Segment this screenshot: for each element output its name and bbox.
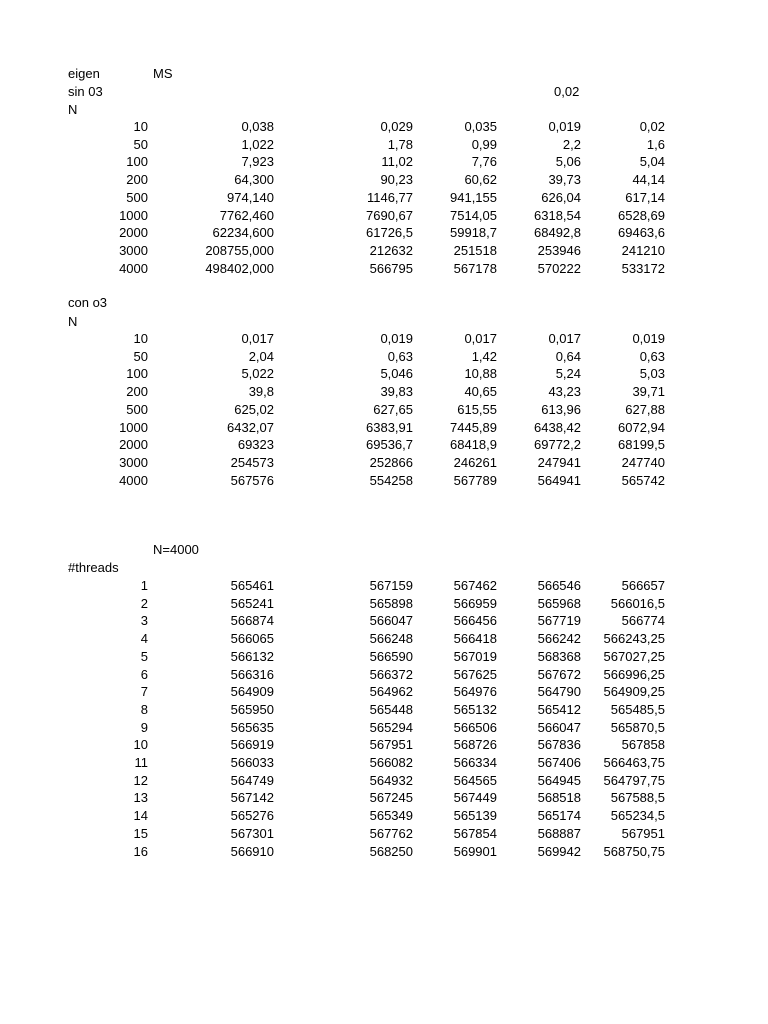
row-key-cell: 1 xyxy=(140,578,148,593)
value-cell: 1146,77 xyxy=(366,189,413,205)
value-cell: 566456 xyxy=(453,613,497,629)
value-cell: 567854 xyxy=(453,825,497,841)
value-cell: 565870,5 xyxy=(610,719,665,735)
row-key-cell: 200 xyxy=(126,384,148,400)
value-cell: 565485,5 xyxy=(610,701,665,717)
value-cell: 564976 xyxy=(453,684,497,700)
value-cell: 567576 xyxy=(230,472,274,488)
value-cell: 568368 xyxy=(537,648,581,664)
value-cell: 39,83 xyxy=(380,384,413,400)
row-key-cell: 16 xyxy=(133,843,148,859)
row-key-cell: 2000 xyxy=(119,225,148,241)
value-cell: 0,02 xyxy=(639,119,665,134)
sin-o3-label: sin 03 xyxy=(68,84,103,99)
value-cell: 566590 xyxy=(369,648,413,664)
value-cell: 39,8 xyxy=(248,384,274,400)
row-key-cell: 4000 xyxy=(119,472,148,488)
row-key-cell: 7 xyxy=(140,684,148,700)
value-cell: 68418,9 xyxy=(450,437,497,453)
value-cell: 6383,91 xyxy=(366,419,413,435)
value-cell: 40,65 xyxy=(464,384,497,400)
value-cell: 974,140 xyxy=(227,189,274,205)
value-cell: 565132 xyxy=(453,701,497,717)
value-cell: 0,017 xyxy=(241,331,274,346)
value-cell: 564909 xyxy=(230,684,274,700)
value-cell: 564909,25 xyxy=(603,684,665,700)
row-key-cell: 6 xyxy=(140,666,148,682)
n-label-sin: N xyxy=(68,102,78,117)
value-cell: 564797,75 xyxy=(603,772,665,788)
n4000-label: N=4000 xyxy=(153,542,199,557)
row-key-cell: 2000 xyxy=(119,437,148,453)
value-cell: 567462 xyxy=(453,578,497,593)
value-cell: 567142 xyxy=(230,790,274,806)
value-cell: 565461 xyxy=(230,578,274,593)
value-cell: 625,02 xyxy=(234,401,274,417)
row-key-cell: 1000 xyxy=(119,207,148,223)
value-cell: 0,64 xyxy=(555,348,581,364)
value-cell: 567836 xyxy=(537,737,581,753)
value-cell: 0,035 xyxy=(464,119,497,134)
value-cell: 43,23 xyxy=(548,384,581,400)
value-cell: 533172 xyxy=(621,260,665,276)
row-key-cell: 3000 xyxy=(119,242,148,258)
value-cell: 6318,54 xyxy=(534,207,581,223)
value-cell: 567027,25 xyxy=(603,648,665,664)
value-cell: 941,155 xyxy=(450,189,497,205)
value-cell: 566047 xyxy=(369,613,413,629)
value-cell: 0,63 xyxy=(639,348,665,364)
value-cell: 247941 xyxy=(537,454,581,470)
value-cell: 565968 xyxy=(537,595,581,611)
value-cell: 0,019 xyxy=(548,119,581,134)
value-cell: 0,63 xyxy=(387,348,413,364)
value-cell: 0,019 xyxy=(632,331,665,346)
value-cell: 69323 xyxy=(237,437,274,453)
value-cell: 252866 xyxy=(369,454,413,470)
value-cell: 564932 xyxy=(369,772,413,788)
value-cell: 566334 xyxy=(453,755,497,770)
value-cell: 566910 xyxy=(230,843,274,859)
value-cell: 565742 xyxy=(621,472,665,488)
value-cell: 566082 xyxy=(369,755,413,770)
n-label-con: N xyxy=(68,314,78,329)
value-cell: 564749 xyxy=(230,772,274,788)
row-key-cell: 50 xyxy=(133,136,148,152)
value-cell: 7514,05 xyxy=(450,207,497,223)
value-cell: 7762,460 xyxy=(219,207,274,223)
value-cell: 246261 xyxy=(453,454,497,470)
value-cell: 565139 xyxy=(453,808,497,824)
value-cell: 567762 xyxy=(369,825,413,841)
value-cell: 567951 xyxy=(369,737,413,753)
value-cell: 62234,600 xyxy=(212,225,274,241)
value-cell: 6072,94 xyxy=(618,419,665,435)
threads-label: #threads xyxy=(68,560,119,575)
value-cell: 565294 xyxy=(369,719,413,735)
value-cell: 1,6 xyxy=(646,136,665,152)
value-cell: 567858 xyxy=(621,737,665,753)
value-cell: 566065 xyxy=(230,631,274,647)
value-cell: 5,022 xyxy=(241,366,274,382)
value-cell: 564790 xyxy=(537,684,581,700)
row-key-cell: 10 xyxy=(133,119,148,134)
value-cell: 567301 xyxy=(230,825,274,841)
value-cell: 566316 xyxy=(230,666,274,682)
value-cell: 566774 xyxy=(621,613,665,629)
value-cell: 253946 xyxy=(537,242,581,258)
value-cell: 567719 xyxy=(537,613,581,629)
row-key-cell: 10 xyxy=(133,331,148,346)
value-cell: 566033 xyxy=(230,755,274,770)
row-key-cell: 11 xyxy=(134,755,148,770)
value-cell: 2,2 xyxy=(562,136,581,152)
eigen-label: eigen xyxy=(68,66,100,81)
value-cell: 566132 xyxy=(230,648,274,664)
value-cell: 568518 xyxy=(537,790,581,806)
value-cell: 11,02 xyxy=(381,154,413,170)
value-cell: 567951 xyxy=(621,825,665,841)
value-cell: 0,017 xyxy=(464,331,497,346)
value-cell: 566016,5 xyxy=(610,595,665,611)
value-cell: 5,04 xyxy=(639,154,665,170)
value-cell: 566795 xyxy=(369,260,413,276)
value-cell: 565950 xyxy=(230,701,274,717)
value-cell: 570222 xyxy=(537,260,581,276)
value-cell: 5,06 xyxy=(555,154,581,170)
row-key-cell: 5 xyxy=(140,648,148,664)
row-key-cell: 13 xyxy=(133,790,148,806)
value-cell: 568750,75 xyxy=(603,843,665,859)
row-key-cell: 4 xyxy=(140,631,148,647)
value-cell: 567588,5 xyxy=(610,790,665,806)
value-cell: 566372 xyxy=(369,666,413,682)
value-cell: 626,04 xyxy=(541,189,581,205)
value-cell: 567449 xyxy=(453,790,497,806)
value-cell: 567406 xyxy=(537,755,581,770)
value-cell: 254573 xyxy=(230,454,274,470)
value-cell: 566959 xyxy=(453,595,497,611)
value-cell: 7690,67 xyxy=(366,207,413,223)
value-cell: 567625 xyxy=(453,666,497,682)
value-cell: 566546 xyxy=(537,578,581,593)
value-cell: 2,04 xyxy=(248,348,274,364)
value-cell: 7,76 xyxy=(471,154,497,170)
row-key-cell: 12 xyxy=(133,772,148,788)
value-cell: 69772,2 xyxy=(534,437,581,453)
value-cell: 208755,000 xyxy=(205,242,274,258)
ms-label: MS xyxy=(153,66,173,81)
value-cell: 44,14 xyxy=(632,172,665,188)
value-cell: 69536,7 xyxy=(366,437,413,453)
value-cell: 565412 xyxy=(537,701,581,717)
value-cell: 1,78 xyxy=(387,136,413,152)
value-cell: 567672 xyxy=(537,666,581,682)
value-cell: 615,55 xyxy=(457,401,497,417)
value-cell: 60,62 xyxy=(464,172,497,188)
value-cell: 566919 xyxy=(230,737,274,753)
value-cell: 566047 xyxy=(537,719,581,735)
value-cell: 90,23 xyxy=(380,172,413,188)
row-key-cell: 500 xyxy=(126,401,148,417)
value-cell: 564945 xyxy=(537,772,581,788)
value-cell: 251518 xyxy=(453,242,497,258)
value-cell: 565448 xyxy=(369,701,413,717)
value-cell: 68492,8 xyxy=(534,225,581,241)
row-key-cell: 100 xyxy=(126,154,148,170)
value-cell: 565234,5 xyxy=(610,808,665,824)
value-cell: 567789 xyxy=(453,472,497,488)
value-cell: 565241 xyxy=(230,595,274,611)
value-cell: 566418 xyxy=(453,631,497,647)
value-cell: 565898 xyxy=(369,595,413,611)
value-cell: 39,71 xyxy=(632,384,665,400)
value-cell: 566996,25 xyxy=(603,666,665,682)
value-cell: 565349 xyxy=(369,808,413,824)
value-cell: 565635 xyxy=(230,719,274,735)
value-cell: 568887 xyxy=(537,825,581,841)
value-cell: 564565 xyxy=(453,772,497,788)
row-key-cell: 200 xyxy=(126,172,148,188)
row-key-cell: 15 xyxy=(133,825,148,841)
value-cell: 567178 xyxy=(453,260,497,276)
value-cell: 554258 xyxy=(369,472,413,488)
value-cell: 565276 xyxy=(230,808,274,824)
row-key-cell: 10 xyxy=(133,737,148,753)
value-cell: 7,923 xyxy=(241,154,274,170)
value-cell: 59918,7 xyxy=(450,225,497,241)
row-key-cell: 50 xyxy=(133,348,148,364)
value-cell: 6528,69 xyxy=(618,207,665,223)
value-cell: 212632 xyxy=(369,242,413,258)
value-cell: 241210 xyxy=(621,242,665,258)
value-cell: 567159 xyxy=(369,578,413,593)
value-cell: 247740 xyxy=(621,454,665,470)
value-cell: 64,300 xyxy=(234,172,274,188)
row-key-cell: 9 xyxy=(140,719,148,735)
row-key-cell: 4000 xyxy=(119,260,148,276)
value-cell: 566506 xyxy=(453,719,497,735)
value-cell: 10,88 xyxy=(464,366,497,382)
value-cell: 566248 xyxy=(369,631,413,647)
value-cell: 7445,89 xyxy=(450,419,497,435)
value-cell: 0,99 xyxy=(471,136,497,152)
value-cell: 5,03 xyxy=(639,366,665,382)
value-cell: 61726,5 xyxy=(366,225,413,241)
row-key-cell: 500 xyxy=(126,189,148,205)
value-cell: 0,017 xyxy=(548,331,581,346)
value-cell: 564941 xyxy=(537,472,581,488)
value-cell: 1,022 xyxy=(241,136,274,152)
value-cell: 5,046 xyxy=(380,366,413,382)
value-cell: 39,73 xyxy=(548,172,581,188)
value-cell: 568250 xyxy=(369,843,413,859)
value-cell: 567245 xyxy=(369,790,413,806)
value-cell: 6432,07 xyxy=(227,419,274,435)
value-cell: 566243,25 xyxy=(603,631,665,647)
value-cell: 568726 xyxy=(453,737,497,753)
value-cell: 5,24 xyxy=(555,366,581,382)
value-cell: 567019 xyxy=(453,648,497,664)
value-cell: 6438,42 xyxy=(534,419,581,435)
value-cell: 569901 xyxy=(453,843,497,859)
value-cell: 0,038 xyxy=(241,119,274,134)
value-cell: 68199,5 xyxy=(618,437,665,453)
value-cell: 565174 xyxy=(537,808,581,824)
value-cell: 69463,6 xyxy=(618,225,665,241)
row-key-cell: 8 xyxy=(140,701,148,717)
value-cell: 566242 xyxy=(537,631,581,647)
value-cell: 566874 xyxy=(230,613,274,629)
value-cell: 0,029 xyxy=(380,119,413,134)
value-cell: 564962 xyxy=(369,684,413,700)
row-key-cell: 2 xyxy=(140,595,148,611)
row-key-cell: 1000 xyxy=(119,419,148,435)
value-cell: 1,42 xyxy=(471,348,497,364)
value-cell: 569942 xyxy=(537,843,581,859)
top-value: 0,02 xyxy=(554,84,580,99)
value-cell: 0,019 xyxy=(380,331,413,346)
value-cell: 617,14 xyxy=(625,189,665,205)
row-key-cell: 3000 xyxy=(119,454,148,470)
row-key-cell: 100 xyxy=(126,366,148,382)
value-cell: 613,96 xyxy=(541,401,581,417)
row-key-cell: 14 xyxy=(133,808,148,824)
value-cell: 627,88 xyxy=(625,401,665,417)
value-cell: 566657 xyxy=(621,578,665,593)
con-o3-label: con o3 xyxy=(68,295,108,310)
value-cell: 566463,75 xyxy=(603,755,665,770)
value-cell: 498402,000 xyxy=(205,260,274,276)
row-key-cell: 3 xyxy=(140,613,148,629)
value-cell: 627,65 xyxy=(373,401,413,417)
